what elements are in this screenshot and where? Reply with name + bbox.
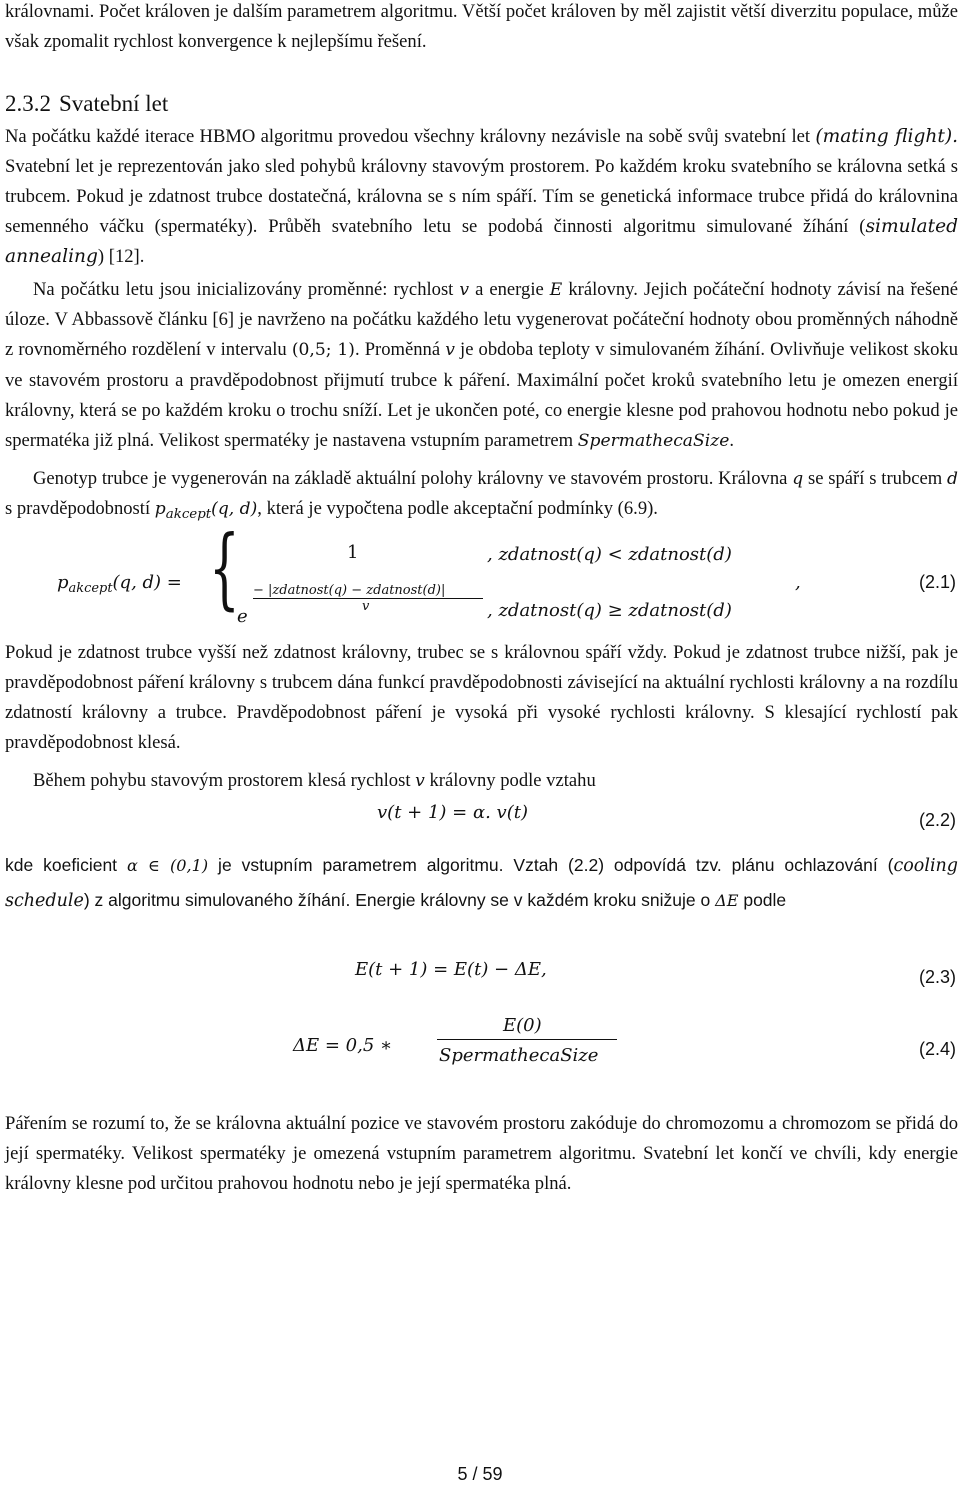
page-number: 5 / 59 <box>457 1464 503 1484</box>
left-brace: { <box>209 515 240 619</box>
paragraph-mating-flight: Na počátku každé iterace HBMO algoritmu provedou všechny královny nezávisle na sobě svůj svatební let (mating flight). Svatební let je reprezentován jako sled pohybů královny stavovým prostorem. Po každém kroku svatebního se královna setká s trubcem. Pokud je zdatnost trubce dostatečná, královna se s ním spáří. Tím se genetická informace trubce přidá do královnina semenného váčku (spermatéky). Průběh svatebního letu se podobá činnosti algoritmu simulované žíhání (simulated annealing) [12]. <box>5 125 959 268</box>
equation-2-1: $p_{akcept}(q$, d) = { 1 , zdatnost(q) < zdatnost(d) e − |zdatnost(q) − zdatnost(d)| v , zdatnost(q) ≥ zdatnost(d) , (2.1) <box>57 515 956 627</box>
equation-number: (2.4) <box>918 1038 956 1059</box>
equation-number: (2.3) <box>918 966 956 987</box>
equation-2-4: ΔE = 0,5 ∗ E(0) SpermathecaSize (2.4) <box>293 1014 956 1066</box>
page-body <box>5 0 958 1199</box>
equation-number: (2.1) <box>918 571 956 592</box>
paragraph-genotype: Genotyp trubce je vygenerován na základě aktuální polohy královny ve stavovém prostoru. Královna q se spáří s trubcem d s pravděpodobností $p_{akcept}(q$, d), která je vypočtena podle akceptační podmínky (6.9). <box>5 467 958 523</box>
paragraph-velocity: Během pohybu stavovým prostorem klesá rychlost v královny podle vztahu <box>33 770 596 792</box>
paragraph-probability: Pokud je zdatnost trubce vyšší než zdatnost královny, trubec se s královnou spáří vždy. Pokud je zdatnost trubce nižší, pak je pravděpodobnost páření královny s trubcem dána funkcí pravděpodobnosti závisející na aktuální rychlosti královny a na rozdílu zdatností královny a trubce. Pravděpodobnost páření je vysoká při vysoké rychlosti královny. S klesající rychlostí pak pravděpodobnost klesá. <box>5 641 958 754</box>
section-heading <box>5 87 958 122</box>
equation-2-3: E(t + 1) = E(t) − ΔE, (2.3) <box>5 933 958 1011</box>
paragraph-initialization: Na počátku letu jsou inicializovány proměnné: rychlost v a energie E královny. Jejich počáteční hodnoty závisí na řešené úloze. V Abbassově článku [6] je navrženo na počátku každého letu vygenerovat počáteční hodnoty obou proměnných náhodně z rovnoměrného rozdělení v intervalu (0,5; 1). Proměnná v je obdoba teploty v simulovaném žíhání. Ovlivňuje velikost skoku ve stavovém prostoru a pravděpodobnost přijmutí trubce k páření. Maximální počet kroků svatebního letu je omezen energií královny, která se po každém kroku o trochu sníží. Let je ukončen poté, co energie klesne pod prahovou hodnotu nebo pokud je spermatéka již plná. Velikost spermatéky je nastavena vstupním parametrem SpermathecaSize. <box>5 279 959 451</box>
paragraph-coefficient: kde koeficient α ∈ (0,1) je vstupním parametrem algoritmu. Vztah (2.2) odpovídá tzv. plánu ochlazování (cooling schedule) z algoritmu simulovaného žíhání. Energie královny se v každém kroku snižuje o ΔE podle <box>5 855 959 912</box>
section-number: 2.3.2 <box>5 91 51 117</box>
paragraph-mating: Pářením se rozumí to, že se královna aktuální pozice ve stavovém prostoru zakóduje do chromozomu a chromozom se přidá do její spermatéky. Velikost spermatéky je omezená vstupním parametrem algoritmu. Svatební let končí ve chvíli, kdy energie královny klesne pod určitou prahovou hodnotu nebo je její spermatéka plná. <box>5 1112 958 1194</box>
equation-2-2: v(t + 1) = α. v(t) (2.2) <box>5 796 958 848</box>
section-title: Svatební let <box>59 91 169 117</box>
paragraph-intro: královnami. Počet královen je dalším parametrem algoritmu. Větší počet královen by měl zajistit větší diverzitu populace, může však zpomalit rychlost konvergence k nejlepšímu řešení. <box>5 1 958 53</box>
equation-number: (2.2) <box>918 810 956 831</box>
